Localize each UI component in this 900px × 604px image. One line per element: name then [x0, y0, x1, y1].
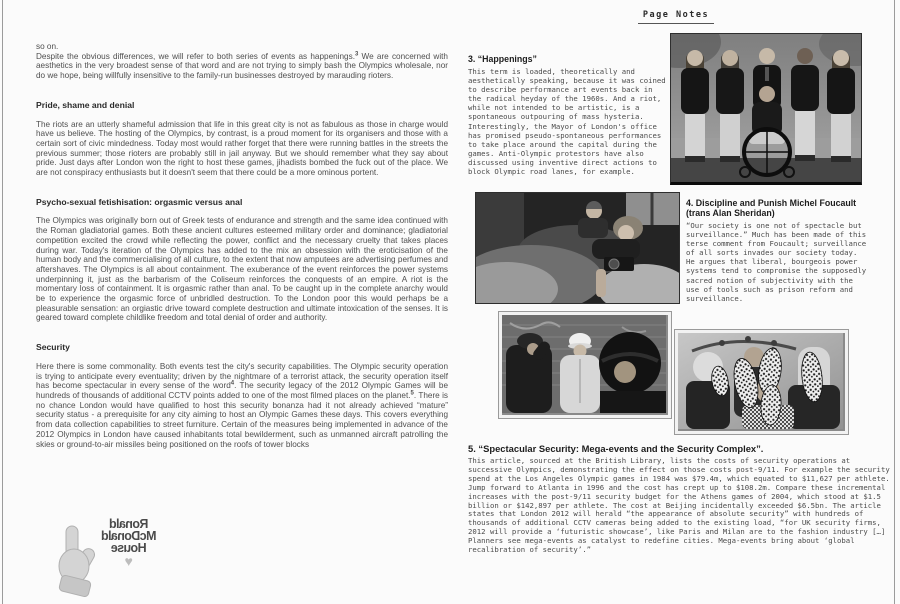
- note-3-heading: 3. “Happenings”: [468, 54, 537, 64]
- logo-text: [98, 518, 160, 568]
- note-3-body: This term is loaded, theoretically and aesthetically speaking, because it was coined to describe performance art events back in the radical heyday of the 1960s. And a riot, while not intended to be artistic, is a spontaneous outpouring of mass hysteria. Interestingly, the Mayor of London's office has promised pseudo-spontaneous performances to take place around the capital during the games. Anti-Olympic protestors have also discussed using inventive direct actions to block Olympic road lanes, for example.: [468, 67, 666, 177]
- note-3: [468, 54, 666, 176]
- paragraph: The riots are an utterly shameful admission that life in this great city is not as fabulous as those in charge would have us believe. The hosting of the Olympics, by contrast, is a proud moment for its organisers and those with a certain sort of civic mindedness. Today most would rather forget that there were running battles in the streets the previous summer; those rioters are probably still in jail anyway. But we should remember what they say about pride. Just days after London won the right to host these games, jihadists bombed the fuck out of the place. We are not conspiracy enthusiasts but it doesn't seem that there could be a more ominous portent.: [36, 119, 448, 178]
- heart-icon: ♥: [125, 553, 133, 569]
- section-heading: Security: [36, 342, 70, 353]
- note-4-body: “Our society is one not of spectacle but surveillance.” Much has been made of this terse comment from Foucault; surveillance of all sorts invades our society today. He argues that liberal, bourgeois power systems tend to compromise the supposedly sacred notion of subjectivity with the use of tools such as prison reform and surveillance.: [686, 221, 867, 303]
- footnote-ref: 3: [354, 50, 359, 57]
- text-section: [36, 198, 448, 323]
- left-column: [36, 42, 448, 449]
- mirrored-ronald-mcdonald-house-logo: [45, 518, 160, 604]
- logo-line-3: House: [111, 541, 147, 555]
- note-4-subtitle: (trans Alan Sheridan): [686, 208, 775, 218]
- photo-team-portrait: [670, 33, 862, 185]
- section-heading: Pride, shame and denial: [36, 99, 135, 110]
- glove-icon: [48, 522, 98, 602]
- page-edge-left: [2, 0, 3, 604]
- footnote-ref: 5: [410, 390, 414, 397]
- photo-children-on-bed: [475, 192, 680, 304]
- note-4-heading: 4. Discipline and Punish Michel Foucault: [686, 198, 857, 208]
- footnote-ref: 4: [230, 380, 235, 387]
- page-edge-right: [894, 0, 895, 604]
- paragraph: Here there is some commonality. Both events test the city's security capabilities. The Olympic security operation is trying to anticipate every eventuality; driven by the nightmare of a terrorist attack, the security operation itself has become spectacular in every sense of the word$^4$. The security legacy of the 2012 Olympic Games will be hundreds of thousands of additional CCTV points added to one of the most filmed places on the planet.$^5$. There is no chance London would have qualified to host this security bonanza had it not already achieved “mature” security status - a prerequisite for any city aiming to host an Olympic Games these days. This covers everything from data collection capabilities to street furniture. Certain of the measures being implemented in advance of the 2012 Olympics in London have caused inhabitants total bewilderment, such as unmanned aircraft patrolling the skies or ground-to-air missiles being positioned on the roofs of tower blocks: [36, 361, 449, 449]
- note-4: [686, 198, 868, 303]
- photo-dazzle-mask-group: [675, 330, 848, 434]
- note-5-heading: 5. “Spectacular Security: Mega-events and the Security Complex”.: [468, 443, 764, 454]
- note-5-body: This article, sourced at the British Library, lists the costs of security operations at successive Olympics, demonstrating the effect on those costs post-9/11. For example the security spend at the Los Angeles Olympic games in 1984 was $79.4m, which equated to $11,627 per athlete. Jump forward to Atlanta in 1996 and the cost has crept up to $108.2m. Compare these incremental increases with the post-9/11 security budget for the Athens games of 2004, which stood at $1.5 billion or $142,897 per athlete. The cost at Beijing incidentally exceeded $6.5bn. The article states that London 2012 will herald “the appearance of absolute security” with hundreds of thousands of additional CCTV cameras being added to the existing load, “for UK security firms, 2012 will provide a ‘futuristic showcase’, like Paris and Milan are to the fashion industry […] Planners see mega-events as catalyst to redefine cities. Mega-events bring about ‘global recalibration of security’.”: [468, 456, 890, 555]
- paragraph: The Olympics was originally born out of Greek tests of endurance and strength and the same idea continued with the Roman gladiatorial games. Both these ancient cultures esteemed military order and dominance; gladiatorial competition excited the crowd while reflecting the power, conflict and the necessary cruelty that takes places during war. Today's iteration of the Olympics has added to the mix an obsession with the eroticisation of the human body and the commercialising of all culture, to the extent that now amputees are advertising perfumes and aftershaves. The Olympics is all about containment. The exuberance of the event reinforces the power systems underpinning it, just as the barbarism of the Coliseum reinforces the conquests of an empire. A riot is the momentary loss of containment. It is orgasmic rather than anal. To be caught up in the complete anarchy would be to experience the orgasmic force of unbridled destruction. To the London poor this would perhaps be a pleasurable sensation: an orgiastic drive toward complete destruction and ultimate intoxication of the senses. It is geared toward complete childlike freedom and total denial of order and authority.: [36, 216, 448, 323]
- page-notes-header: [626, 4, 726, 24]
- paragraph: Despite the obvious differences, we will refer to both series of events as happenings.$^3$ We are concerned with aesthetics in the very broadest sense of that word and are not trying to simply bash the Olympics wholesale, nor do we hope, being willfully insensitive to the family-run businesses destroyed by marauding rioters.: [36, 50, 448, 81]
- page-notes-label: Page Notes: [638, 10, 714, 24]
- note-5: [468, 444, 893, 555]
- photo-hooded-youths: [499, 312, 671, 418]
- text-section: [36, 343, 448, 449]
- paragraph: so on.: [36, 42, 59, 51]
- logo-line-1: Ronald: [109, 517, 149, 531]
- text-section: [36, 42, 448, 81]
- logo-line-2: McDonald: [101, 529, 157, 543]
- text-section: [36, 101, 448, 178]
- section-heading: Psycho-sexual fetishisation: orgasmic versus anal: [36, 196, 243, 207]
